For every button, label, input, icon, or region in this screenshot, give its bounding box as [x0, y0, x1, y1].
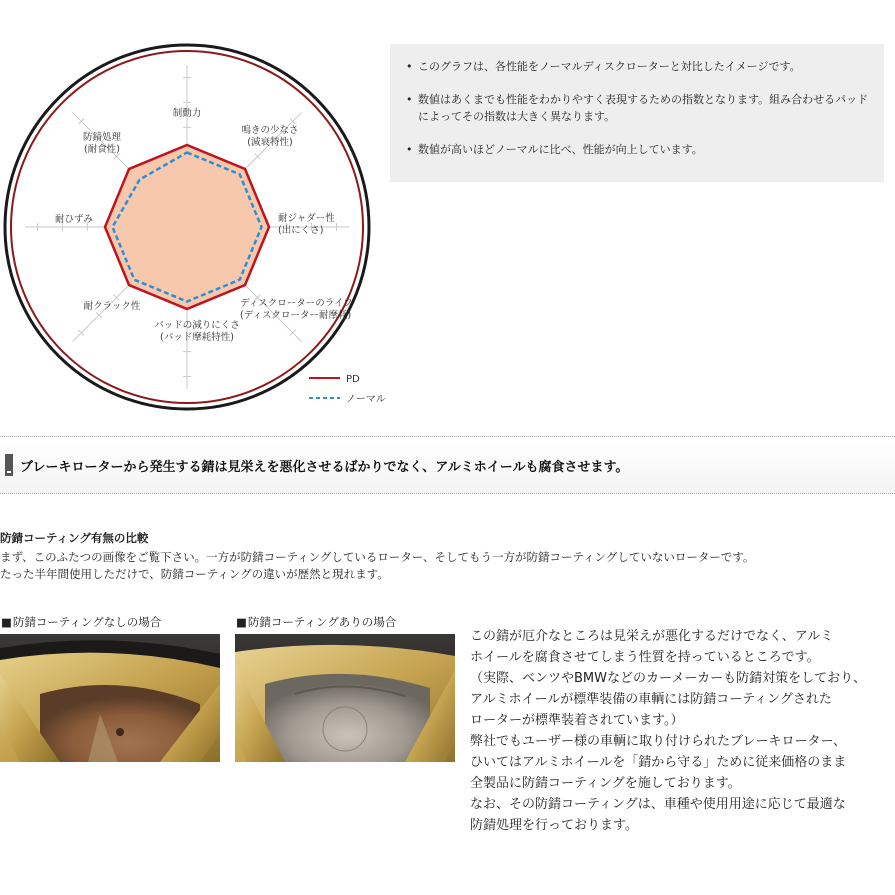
note-text: 数値はあくまでも性能をわかりやすく表現するための指数となります。組み合わせるパッドによってその指数は大きく異なります。	[418, 93, 869, 123]
radar-axis-label: 耐ひずみ	[54, 214, 94, 225]
section-banner	[0, 436, 895, 494]
caption-text: 防錆コーティングありの場合	[247, 615, 397, 629]
article-line: ローターが標準装着されています。）	[470, 713, 684, 728]
intro-text	[0, 549, 895, 583]
radar-chart	[0, 40, 390, 415]
radar-series	[105, 145, 269, 309]
legend-label: ノーマル	[346, 394, 386, 405]
radar-axis-label: 防錆処理(耐食性)	[82, 132, 122, 155]
chart-legend	[309, 374, 386, 405]
photo-with-coating	[235, 634, 455, 762]
photo-without-coating	[0, 634, 220, 762]
banner-text: ブレーキローターから発生する錆は見栄えを悪化させるばかりでなく、アルミホイールも腐食させます。	[20, 460, 629, 475]
article-line: 弊社でもユーザー様の車輌に取り付けられたブレーキローター、	[470, 734, 846, 749]
article-line: アルミホイールが標準装備の車輌には防錆コーティングされた	[470, 692, 832, 707]
photo-caption-without	[1, 614, 161, 630]
radar-series-pd	[105, 145, 269, 309]
square-icon: ■	[1, 615, 12, 629]
article-line: 全製品に防錆コーティングを施しております。	[470, 776, 741, 791]
bullet: •	[406, 93, 413, 106]
article-line: （実際、ベンツやBMWなどのカーメーカーも防錆対策をしており、	[470, 671, 867, 686]
radar-axis-label: 耐ジャダー性(出にくさ)	[278, 213, 335, 236]
legend-label: PD	[346, 374, 360, 385]
bullet: •	[406, 143, 413, 156]
note-item	[404, 91, 872, 125]
radar-axis-label: 鳴きの少なさ(減衰特性)	[241, 125, 299, 148]
coated-rotor-image	[235, 634, 455, 762]
article-line: 防錆処理を行っております。	[470, 818, 638, 833]
intro-line: まず、このふたつの画像をご覧下さい。一方が防錆コーティングしているローター、そしてもう一方が防錆コーティングしていないローターです。	[0, 550, 755, 564]
note-item	[404, 141, 872, 158]
note-text: このグラフは、各性能をノーマルディスクローターと対比したイメージです。	[418, 60, 801, 73]
radar-axis-label: 耐クラック性	[83, 301, 141, 312]
article-line: ホイールを腐食させてしまう性質を持っているところです。	[470, 650, 820, 665]
article-line: ひいてはアルミホイールを「錆から守る」ために従来価格のまま	[470, 755, 847, 770]
square-icon: ■	[236, 615, 247, 629]
article-line: なお、その防錆コーティングは、車種や使用用途に応じて最適な	[470, 797, 846, 812]
article-line: この錆が厄介なところは見栄えが悪化するだけでなく、アルミ	[470, 629, 834, 644]
banner-marker-icon	[5, 454, 13, 476]
section-title: 防錆コーティング有無の比較	[0, 531, 149, 545]
bullet: •	[406, 60, 413, 73]
intro-line: たった半年間使用しただけで、防錆コーティングの違いが歴然と現れます。	[0, 567, 389, 581]
radar-axis-label: ディスクローターのライフ(ディスクローター耐摩耗)	[240, 298, 353, 321]
article-body	[470, 626, 890, 836]
radar-axis-label: パッドの減りにくさ(パッド摩耗特性)	[154, 320, 240, 343]
caption-text: 防錆コーティングなしの場合	[12, 615, 162, 629]
photo-caption-with	[236, 614, 396, 630]
note-item	[404, 58, 872, 75]
chart-notes	[390, 44, 884, 182]
note-text: 数値が高いほどノーマルに比べ、性能が向上しています。	[418, 143, 703, 156]
rusty-rotor-image	[0, 634, 220, 762]
radar-axis-label: 制動力	[172, 108, 202, 119]
